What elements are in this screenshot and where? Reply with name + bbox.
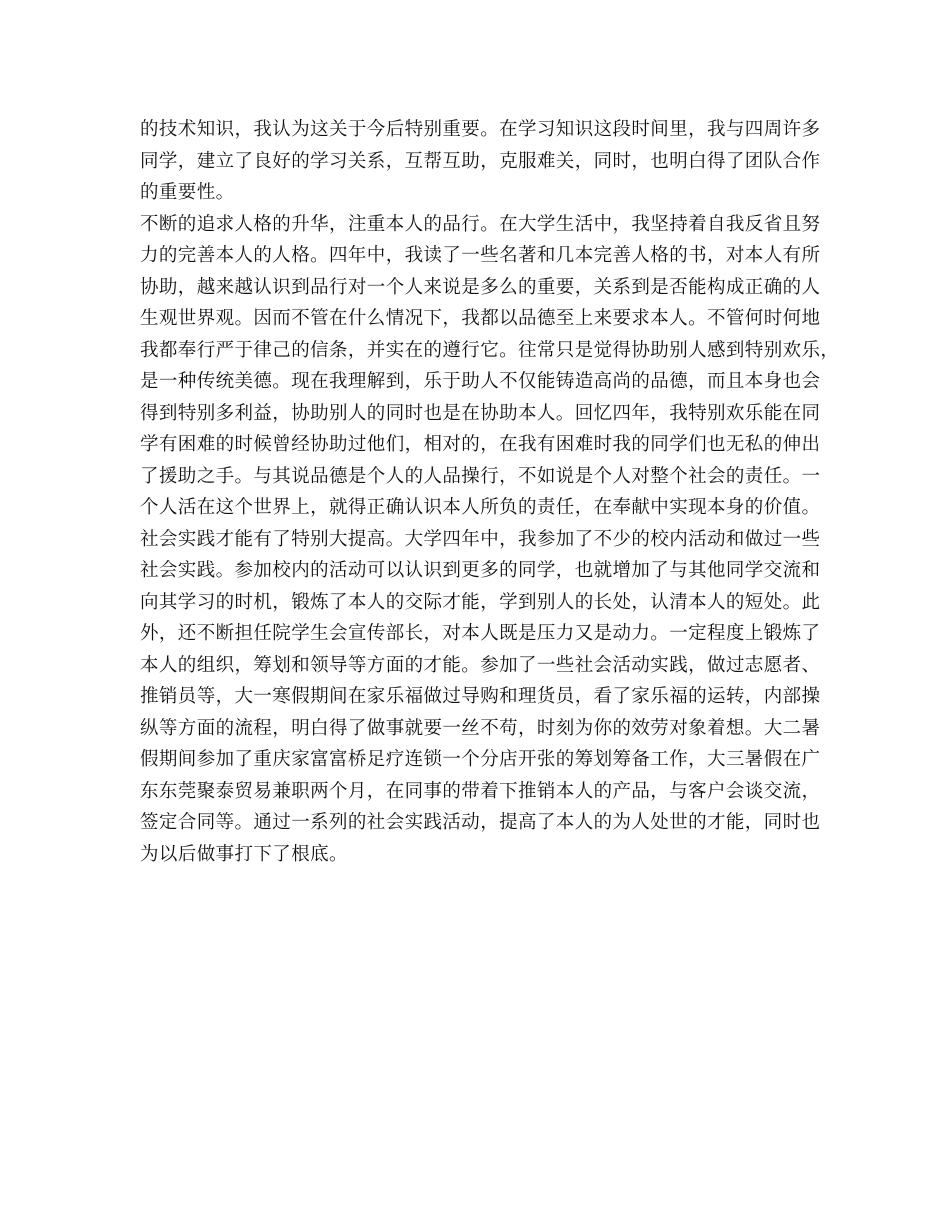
text-line: 了援助之手。与其说品德是个人的人品操行，不如说是个人对整个社会的责任。一: [140, 465, 821, 487]
text-line: 签定合同等。通过一系列的社会实践活动，提高了本人的为人处世的才能，同时也: [140, 812, 821, 833]
text-line: 生观世界观。因而不管在什么情况下，我都以品德至上来要求本人。不管何时何地: [140, 308, 821, 329]
text-line: 的技术知识，我认为这关于今后特别重要。在学习知识这段时间里，我与四周许多: [140, 119, 821, 140]
text-line: 的重要性。: [140, 182, 235, 203]
text-line: 本人的组织，筹划和领导等方面的才能。参加了一些社会活动实践，做过志愿者、: [140, 654, 821, 676]
text-line: 得到特别多利益，协助别人的同时也是在协助本人。回忆四年，我特别欢乐能在同: [140, 402, 821, 424]
text-line: 社会实践才能有了特别大提高。大学四年中，我参加了不少的校内活动和做过一些: [140, 528, 821, 550]
text-line: 推销员等，大一寒假期间在家乐福做过导购和理货员，看了家乐福的运转，内部操: [140, 686, 821, 707]
text-line: 学有困难的时候曾经协助过他们，相对的，在我有困难时我的同学们也无私的伸出: [140, 434, 821, 455]
text-line: 是一种传统美德。现在我理解到，乐于助人不仅能铸造高尚的品德，而且本身也会: [140, 371, 821, 392]
text-line: 力的完善本人的人格。四年中，我读了一些名著和几本完善人格的书，对本人有所: [140, 245, 821, 266]
text-line: 外，还不断担任院学生会宣传部长，对本人既是压力又是动力。一定程度上锻炼了: [140, 623, 821, 644]
text-line: 协助，越来越认识到品行对一个人来说是多么的重要，关系到是否能构成正确的人: [140, 276, 821, 298]
text-line: 我都奉行严于律己的信条，并实在的遵行它。往常只是觉得协助别人感到特别欢乐，: [140, 339, 840, 361]
text-line: 向其学习的时机，锻炼了本人的交际才能，学到别人的长处，认清本人的短处。此: [140, 591, 821, 613]
text-line: 为以后做事打下了根底。: [140, 843, 348, 865]
document-body: [140, 114, 840, 870]
text-line: 东东莞聚泰贸易兼职两个月，在同事的带着下推销本人的产品，与客户会谈交流，: [140, 780, 821, 802]
text-line: 假期间参加了重庆家富富桥足疗连锁一个分店开张的筹划筹备工作，大三暑假在广: [140, 749, 821, 770]
text-line: 个人活在这个世界上，就得正确认识本人所负的责任，在奉献中实现本身的价值。: [140, 497, 821, 518]
text-line: 纵等方面的流程，明白得了做事就要一丝不苟，时刻为你的效劳对象着想。大二暑: [140, 717, 821, 739]
text-line: 社会实践。参加校内的活动可以认识到更多的同学，也就增加了与其他同学交流和: [140, 560, 821, 581]
text-line: 同学，建立了良好的学习关系，互帮互助，克服难关，同时，也明白得了团队合作: [140, 150, 821, 172]
text-line: 不断的追求人格的升华，注重本人的品行。在大学生活中，我坚持着自我反省且努: [140, 213, 821, 235]
